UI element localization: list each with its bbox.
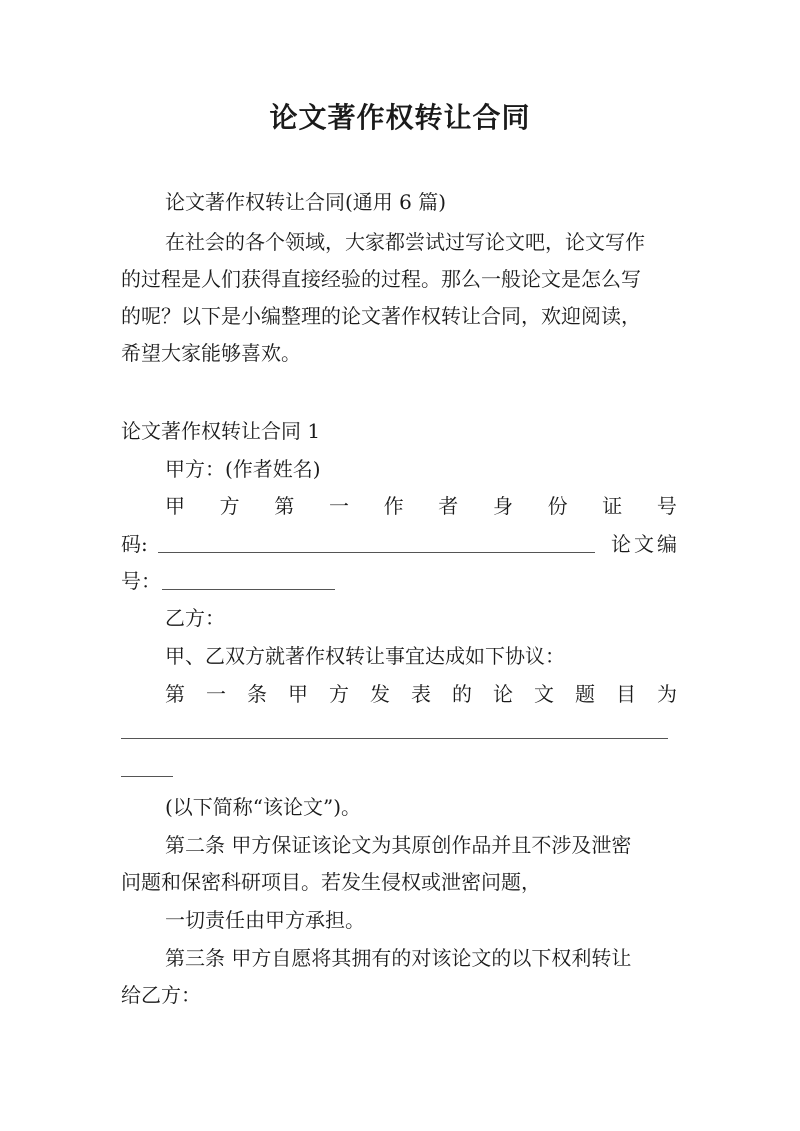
article-1-tail: (以下简称“该论文”)。 bbox=[165, 795, 362, 819]
article-2-line-1: 第二条 甲方保证该论文为其原创作品并且不涉及泄密 bbox=[165, 833, 632, 857]
document-subtitle: 论文著作权转让合同(通用 6 篇) bbox=[165, 190, 447, 214]
intro-line-4: 希望大家能够喜欢。 bbox=[121, 341, 301, 365]
article-2-line-2: 问题和保密科研项目。若发生侵权或泄密问题， bbox=[121, 870, 541, 894]
id-char: 甲 bbox=[165, 494, 185, 518]
id-char: 作 bbox=[383, 494, 404, 518]
article-1-char: 目 bbox=[616, 682, 636, 706]
article-1-char: 表 bbox=[411, 682, 431, 706]
article-1-char: 文 bbox=[534, 682, 554, 706]
intro-line-3: 的呢？以下是小编整理的论文著作权转让合同，欢迎阅读， bbox=[121, 304, 641, 328]
intro-line-1: 在社会的各个领域，大家都尝试过写论文吧，论文写作 bbox=[165, 230, 645, 254]
article-1-char: 论 bbox=[493, 682, 513, 706]
article-2-line-3: 一切责任由甲方承担。 bbox=[165, 908, 365, 932]
id-char: 一 bbox=[328, 494, 349, 518]
article-1-char: 一 bbox=[206, 682, 226, 706]
agreement-line: 甲、乙双方就著作权转让事宜达成如下协议： bbox=[165, 644, 565, 668]
article-1-char: 发 bbox=[370, 682, 390, 706]
id-char: 号 bbox=[656, 494, 677, 518]
article-3-line-2: 给乙方： bbox=[121, 983, 201, 1007]
id-char: 第 bbox=[274, 494, 295, 518]
id-char: 证 bbox=[602, 494, 623, 518]
id-char: 方 bbox=[219, 494, 240, 518]
article-1-char: 第 bbox=[165, 682, 185, 706]
id-label: 码: bbox=[121, 532, 148, 556]
article-1-char: 题 bbox=[575, 682, 595, 706]
id-char: 者 bbox=[438, 494, 459, 518]
party-a-line: 甲方：(作者姓名) bbox=[165, 457, 321, 481]
party-b-line: 乙方： bbox=[165, 606, 225, 630]
paper-no-char: 文 bbox=[634, 532, 654, 556]
article-1-char: 的 bbox=[452, 682, 472, 706]
id-number-blank[interactable] bbox=[158, 552, 595, 553]
intro-line-2: 的过程是人们获得直接经验的过程。那么一般论文是怎么写 bbox=[121, 267, 641, 291]
document-title: 论文著作权转让合同 bbox=[269, 101, 531, 134]
article-1-line bbox=[165, 679, 677, 709]
article-1-char: 甲 bbox=[288, 682, 308, 706]
article-1-char: 条 bbox=[247, 682, 267, 706]
id-number-line bbox=[165, 491, 677, 521]
paper-number-label bbox=[611, 529, 677, 559]
paper-no-char: 编 bbox=[657, 532, 677, 556]
paper-no-char: 论 bbox=[611, 532, 631, 556]
paper-title-blank[interactable] bbox=[121, 738, 668, 739]
section-heading: 论文著作权转让合同 1 bbox=[121, 419, 321, 443]
article-1-char: 方 bbox=[329, 682, 349, 706]
paper-title-blank-continued[interactable] bbox=[121, 776, 173, 777]
id-char: 份 bbox=[547, 494, 568, 518]
article-1-char: 为 bbox=[657, 682, 677, 706]
paper-number-suffix: 号： bbox=[121, 569, 161, 593]
paper-number-blank[interactable] bbox=[162, 589, 335, 590]
id-char: 身 bbox=[492, 494, 513, 518]
article-3-line-1: 第三条 甲方自愿将其拥有的对该论文的以下权利转让 bbox=[165, 946, 632, 970]
